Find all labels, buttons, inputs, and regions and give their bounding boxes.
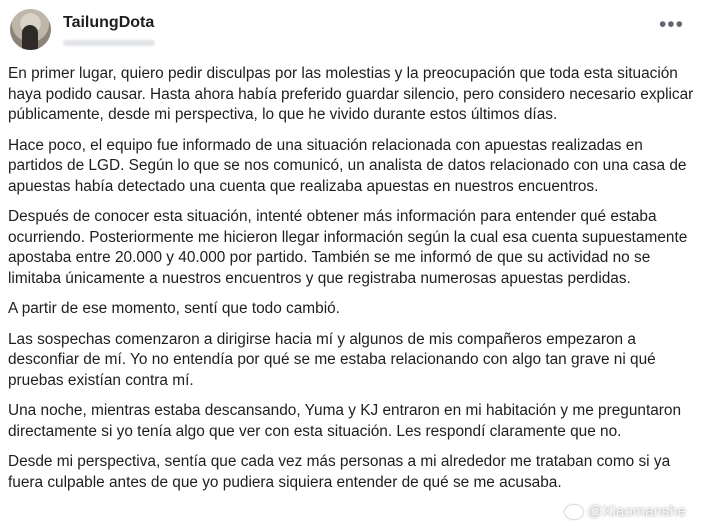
paragraph-4: A partir de ese momento, sentí que todo cambió.: [8, 300, 340, 317]
avatar[interactable]: [10, 9, 51, 50]
paragraph-7: Desde mi perspectiva, sentía que cada vez más personas a mi alrededor me trataban como si ya fuera culpable antes de que yo pudiera siquiera entender de qué se me acusaba.: [8, 453, 671, 491]
paragraph-6: Una noche, mientras estaba descansando, Yuma y KJ entraron en mi habitación y me preguntaron directamente si yo tenía algo que ver con esta situación. Les respondí claramente que no.: [8, 402, 682, 440]
watermark-text: @Xiaomanshe: [587, 503, 686, 520]
watermark: [565, 503, 686, 520]
blurred-post-meta: [63, 40, 155, 46]
paragraph-2: Hace poco, el equipo fue informado de una situación relacionada con apuestas realizadas en partidos de LGD. Según lo que se nos comunicó, un analista de datos relacionado con una casa de apuestas había detectado una cuenta que realizaba apuestas en nuestros encuentros.: [8, 136, 687, 195]
author-name[interactable]: TailungDota: [63, 13, 155, 31]
more-options-icon[interactable]: •••: [658, 13, 684, 36]
author-info: [63, 14, 155, 46]
weibo-icon: [565, 505, 583, 519]
paragraph-3: Después de conocer esta situación, intenté obtener más información para entender qué estaba ocurriendo. Posteriormente me hicieron llegar información según la cual esa cuenta supuestamente apostaba entre 20.000 y 40.000 por partido. También se me informó de que su actividad no se limitaba únicamente a nuestros encuentros y que registraba numerosas apuestas perdidas.: [8, 208, 688, 287]
paragraph-1: En primer lugar, quiero pedir disculpas por las molestias y la preocupación que toda esta situación haya podido causar. Hasta ahora había preferido guardar silencio, pero considero necesario explicar públicamente, desde mi perspectiva, lo que he vivido durante estos últimos días.: [8, 65, 694, 123]
post-header: [10, 9, 155, 50]
paragraph-5: Las sospechas comenzaron a dirigirse hacia mí y algunos de mis compañeros empezaron a desconfiar de mí. Yo no entendía por qué se me estaba relacionando con algo tan grave ni qué pruebas existían contra mí.: [8, 330, 656, 389]
post-body: [8, 64, 698, 503]
